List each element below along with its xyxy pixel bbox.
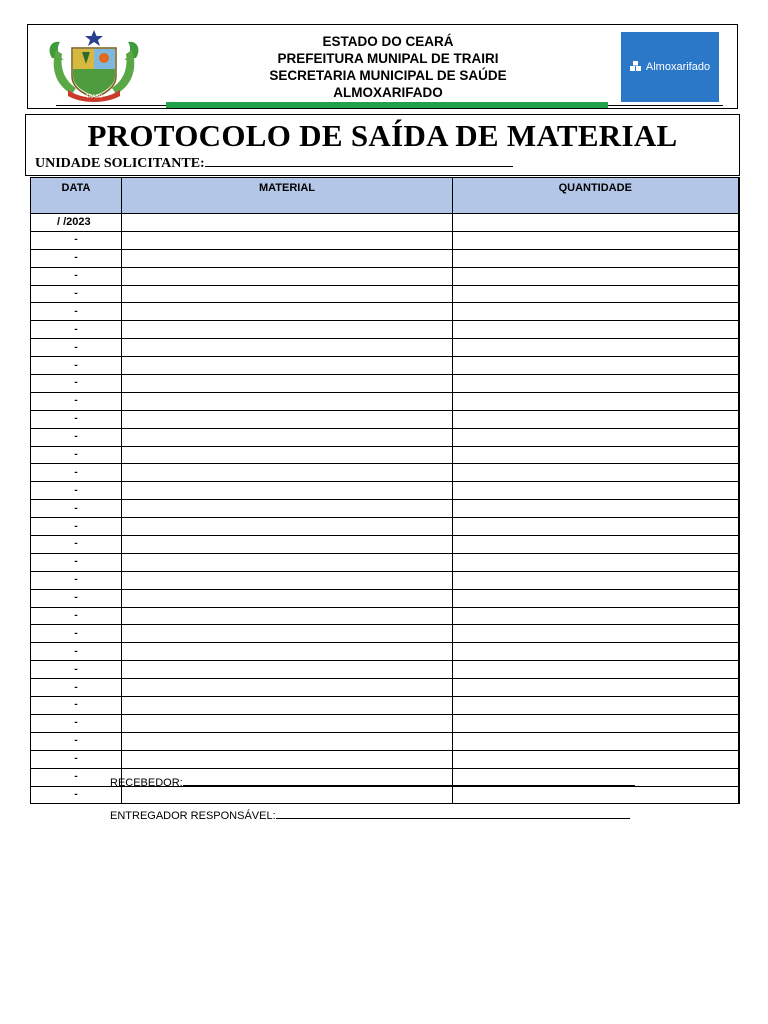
quantity-cell[interactable]	[453, 553, 739, 571]
table-row	[31, 571, 739, 589]
table-row	[31, 607, 739, 625]
quantity-cell[interactable]	[453, 428, 739, 446]
column-header-date: DATA	[31, 178, 122, 214]
receiver-label: RECEBEDOR:	[110, 777, 183, 789]
document-title: PROTOCOLO DE SAÍDA DE MATERIAL	[87, 118, 678, 153]
material-cell[interactable]	[122, 392, 453, 410]
material-cell[interactable]	[122, 518, 453, 536]
date-cell[interactable]: -	[31, 428, 122, 446]
table-body	[31, 214, 739, 804]
date-cell[interactable]: / /2023	[31, 214, 122, 232]
table-row	[31, 732, 739, 750]
material-cell[interactable]	[122, 714, 453, 732]
quantity-cell[interactable]	[453, 589, 739, 607]
header-title-block	[188, 33, 588, 101]
header-box	[27, 24, 738, 109]
column-header-material: MATERIAL	[122, 178, 453, 214]
quantity-cell[interactable]	[453, 679, 739, 697]
table-row	[31, 553, 739, 571]
material-cell[interactable]	[122, 231, 453, 249]
material-cell[interactable]	[122, 375, 453, 393]
material-cell[interactable]	[122, 482, 453, 500]
date-cell[interactable]: -	[31, 714, 122, 732]
material-cell[interactable]	[122, 410, 453, 428]
date-cell[interactable]: -	[31, 643, 122, 661]
quantity-cell[interactable]	[453, 518, 739, 536]
deliverer-label: ENTREGADOR RESPONSÁVEL:	[110, 810, 276, 822]
material-cell[interactable]	[122, 339, 453, 357]
date-cell[interactable]: -	[31, 231, 122, 249]
svg-text:TRAIRI: TRAIRI	[85, 94, 103, 100]
table-row	[31, 446, 739, 464]
date-cell[interactable]: -	[31, 500, 122, 518]
date-cell[interactable]: -	[31, 410, 122, 428]
date-cell[interactable]: -	[31, 750, 122, 768]
prefecture-name: PREFEITURA MUNIPAL DE TRAIRI	[277, 51, 499, 66]
quantity-cell[interactable]	[453, 375, 739, 393]
quantity-cell[interactable]	[453, 571, 739, 589]
date-cell[interactable]: -	[31, 339, 122, 357]
material-cell[interactable]	[122, 321, 453, 339]
secretariat-name: SECRETARIA MUNICIPAL DE SAÚDE	[269, 68, 507, 83]
quantity-cell[interactable]	[453, 643, 739, 661]
quantity-cell[interactable]	[453, 536, 739, 554]
quantity-cell[interactable]	[453, 267, 739, 285]
material-cell[interactable]	[122, 661, 453, 679]
date-cell[interactable]: -	[31, 553, 122, 571]
municipal-crest-icon	[42, 28, 146, 104]
material-cell[interactable]	[122, 553, 453, 571]
date-cell[interactable]: -	[31, 518, 122, 536]
receiver-field[interactable]	[183, 774, 635, 786]
material-cell[interactable]	[122, 643, 453, 661]
material-cell[interactable]	[122, 607, 453, 625]
quantity-cell[interactable]	[453, 231, 739, 249]
date-cell[interactable]: -	[31, 732, 122, 750]
date-cell[interactable]: -	[31, 285, 122, 303]
material-cell[interactable]	[122, 214, 453, 232]
requesting-unit-field[interactable]	[205, 153, 513, 167]
date-cell[interactable]: -	[31, 357, 122, 375]
quantity-cell[interactable]	[453, 214, 739, 232]
material-cell[interactable]	[122, 500, 453, 518]
material-cell[interactable]	[122, 625, 453, 643]
table-row	[31, 714, 739, 732]
table-row	[31, 482, 739, 500]
table-row	[31, 500, 739, 518]
table-row	[31, 661, 739, 679]
quantity-cell[interactable]	[453, 321, 739, 339]
quantity-cell[interactable]	[453, 750, 739, 768]
table-row	[31, 321, 739, 339]
table-row	[31, 249, 739, 267]
quantity-cell[interactable]	[453, 714, 739, 732]
date-cell[interactable]: -	[31, 464, 122, 482]
brand-label: Almoxarifado	[645, 61, 711, 73]
date-cell[interactable]: -	[31, 679, 122, 697]
table-row	[31, 303, 739, 321]
table-row	[31, 267, 739, 285]
material-cell[interactable]	[122, 446, 453, 464]
date-cell[interactable]: -	[31, 536, 122, 554]
column-header-quantity: QUANTIDADE	[453, 178, 739, 214]
table-row	[31, 410, 739, 428]
date-cell[interactable]: -	[31, 625, 122, 643]
quantity-cell[interactable]	[453, 303, 739, 321]
receiver-signature-line	[110, 774, 635, 789]
material-cell[interactable]	[122, 697, 453, 715]
date-cell[interactable]: -	[31, 375, 122, 393]
quantity-cell[interactable]	[453, 285, 739, 303]
table-header-row	[31, 178, 739, 214]
material-cell[interactable]	[122, 464, 453, 482]
quantity-cell[interactable]	[453, 410, 739, 428]
table-row	[31, 231, 739, 249]
date-cell[interactable]: -	[31, 661, 122, 679]
table-row	[31, 464, 739, 482]
requesting-unit-label: UNIDADE SOLICITANTE:	[35, 156, 205, 171]
material-cell[interactable]	[122, 536, 453, 554]
quantity-cell[interactable]	[453, 392, 739, 410]
material-cell[interactable]	[122, 303, 453, 321]
material-cell[interactable]	[122, 249, 453, 267]
requesting-unit-line	[35, 153, 513, 172]
material-cell[interactable]	[122, 428, 453, 446]
table-row	[31, 679, 739, 697]
date-cell[interactable]: -	[31, 249, 122, 267]
quantity-cell[interactable]	[453, 339, 739, 357]
quantity-cell[interactable]	[453, 500, 739, 518]
table-row	[31, 750, 739, 768]
quantity-cell[interactable]	[453, 625, 739, 643]
material-cell[interactable]	[122, 732, 453, 750]
date-cell[interactable]: -	[31, 607, 122, 625]
material-cell[interactable]	[122, 589, 453, 607]
table-row	[31, 428, 739, 446]
table-row	[31, 392, 739, 410]
date-cell[interactable]: -	[31, 768, 122, 786]
table-row	[31, 697, 739, 715]
date-cell[interactable]: -	[31, 697, 122, 715]
date-cell[interactable]: -	[31, 392, 122, 410]
quantity-cell[interactable]	[453, 697, 739, 715]
material-cell[interactable]	[122, 357, 453, 375]
date-cell[interactable]: -	[31, 482, 122, 500]
deliverer-signature-line	[110, 807, 630, 822]
boxes-icon	[630, 61, 642, 74]
date-cell[interactable]: -	[31, 321, 122, 339]
table-row	[31, 518, 739, 536]
quantity-cell[interactable]	[453, 464, 739, 482]
material-cell[interactable]	[122, 285, 453, 303]
table-row	[31, 339, 739, 357]
table-row	[31, 357, 739, 375]
almoxarifado-logo	[621, 32, 719, 102]
date-cell[interactable]: -	[31, 571, 122, 589]
quantity-cell[interactable]	[453, 732, 739, 750]
date-cell[interactable]: -	[31, 786, 122, 804]
table-row	[31, 375, 739, 393]
department-name: ALMOXARIFADO	[333, 85, 443, 100]
table-row	[31, 285, 739, 303]
quantity-cell[interactable]	[453, 446, 739, 464]
table-row	[31, 625, 739, 643]
table-row	[31, 536, 739, 554]
quantity-cell[interactable]	[453, 482, 739, 500]
quantity-cell[interactable]	[453, 607, 739, 625]
material-cell[interactable]	[122, 679, 453, 697]
deliverer-field[interactable]	[276, 807, 630, 819]
table-row	[31, 214, 739, 232]
table-row	[31, 589, 739, 607]
material-cell[interactable]	[122, 750, 453, 768]
quantity-cell[interactable]	[453, 357, 739, 375]
state-name: ESTADO DO CEARÁ	[322, 34, 454, 49]
date-cell[interactable]: -	[31, 446, 122, 464]
quantity-cell[interactable]	[453, 249, 739, 267]
quantity-cell[interactable]	[453, 661, 739, 679]
date-cell[interactable]: -	[31, 589, 122, 607]
material-cell[interactable]	[122, 267, 453, 285]
date-cell[interactable]: -	[31, 267, 122, 285]
material-table	[30, 177, 738, 804]
date-cell[interactable]: -	[31, 303, 122, 321]
header-green-divider	[166, 102, 608, 108]
table-row	[31, 643, 739, 661]
material-cell[interactable]	[122, 571, 453, 589]
title-box	[25, 114, 740, 176]
